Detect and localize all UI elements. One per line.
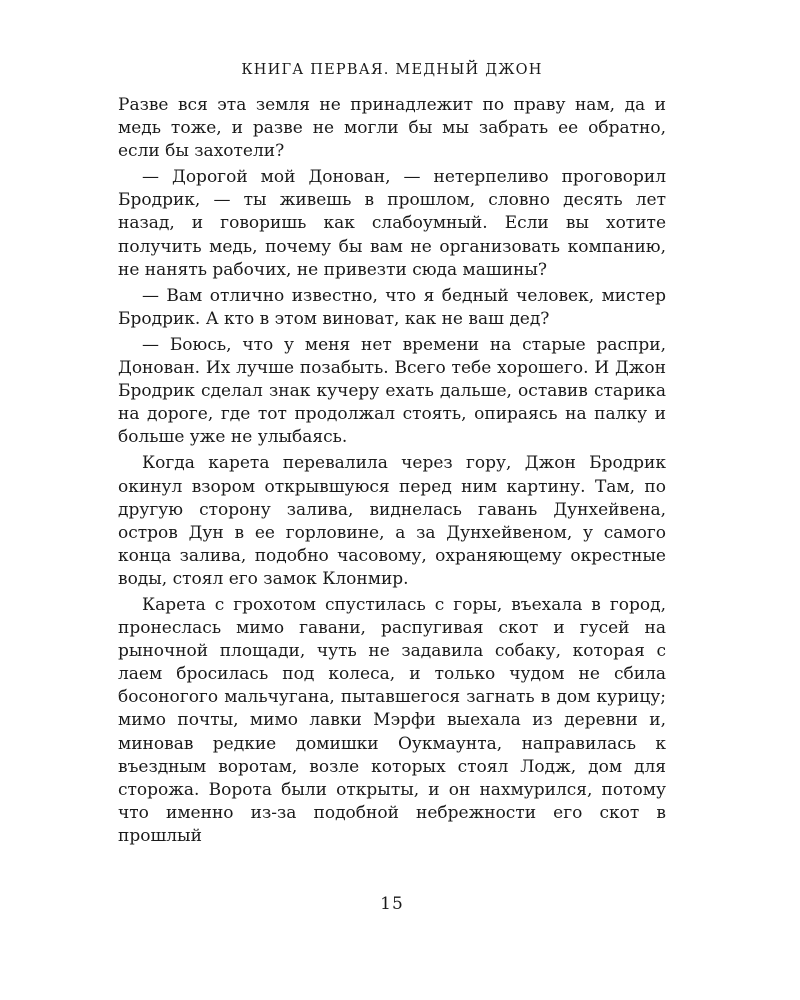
paragraph-6: Карета с грохотом спустилась с горы, въехала в город, пронеслась мимо гавани, распугивая скот и гусей на рыночной площади, чуть не задавила собаку, которая с лаем бросилась под колеса, и только чудом не сбила босоногого мальчугана, пытавшегося загнать в дом курицу; мимо почты, мимо лавки Мэрфи выехала из деревни и, миновав редкие домишки Оукмаунта, направилась к въездным воротам, возле которых стоял Лодж, дом для сторожа. Ворота были открыты, и он нахмурился, потому что именно из-за подобной небрежности его скот в прошлый [118, 594, 666, 846]
paragraph-3: — Вам отлично известно, что я бедный человек, мистер Бродрик. А кто в этом виноват, как не ваш дед? [118, 285, 666, 329]
book-page [118, 60, 666, 940]
running-head: КНИГА ПЕРВАЯ. МЕДНЫЙ ДЖОН [241, 62, 543, 78]
body-text [118, 94, 666, 848]
paragraph-4: — Боюсь, что у меня нет времени на старые распри, Донован. Их лучше позабыть. Всего тебе хорошего. И Джон Бродрик сделал знак кучеру ехать дальше, оставив старика на дороге, где тот продолжал стоять, опираясь на палку и больше уже не улыбаясь. [118, 334, 666, 448]
paragraph-5: Когда карета перевалила через гору, Джон Бродрик окинул взором открывшуюся перед ним картину. Там, по другую сторону залива, виднелась гавань Дунхейвена, остров Дун в ее горловине, а за Дунхейвеном, у самого конца залива, подобно часовому, охраняющему окрестные воды, стоял его замок Клонмир. [118, 453, 666, 589]
page-number: 15 [380, 894, 404, 914]
paragraph-1: Разве вся эта земля не принадлежит по праву нам, да и медь тоже, и разве не могли бы мы забрать ее обратно, если бы захотели? [118, 95, 666, 162]
paragraph-2: — Дорогой мой Донован, — нетерпеливо проговорил Бродрик, — ты живешь в прошлом, словно десять лет назад, и говоришь как слабоумный. Если вы хотите получить медь, почему бы вам не организовать компанию, не нанять рабочих, не привезти сюда машины? [118, 167, 666, 280]
